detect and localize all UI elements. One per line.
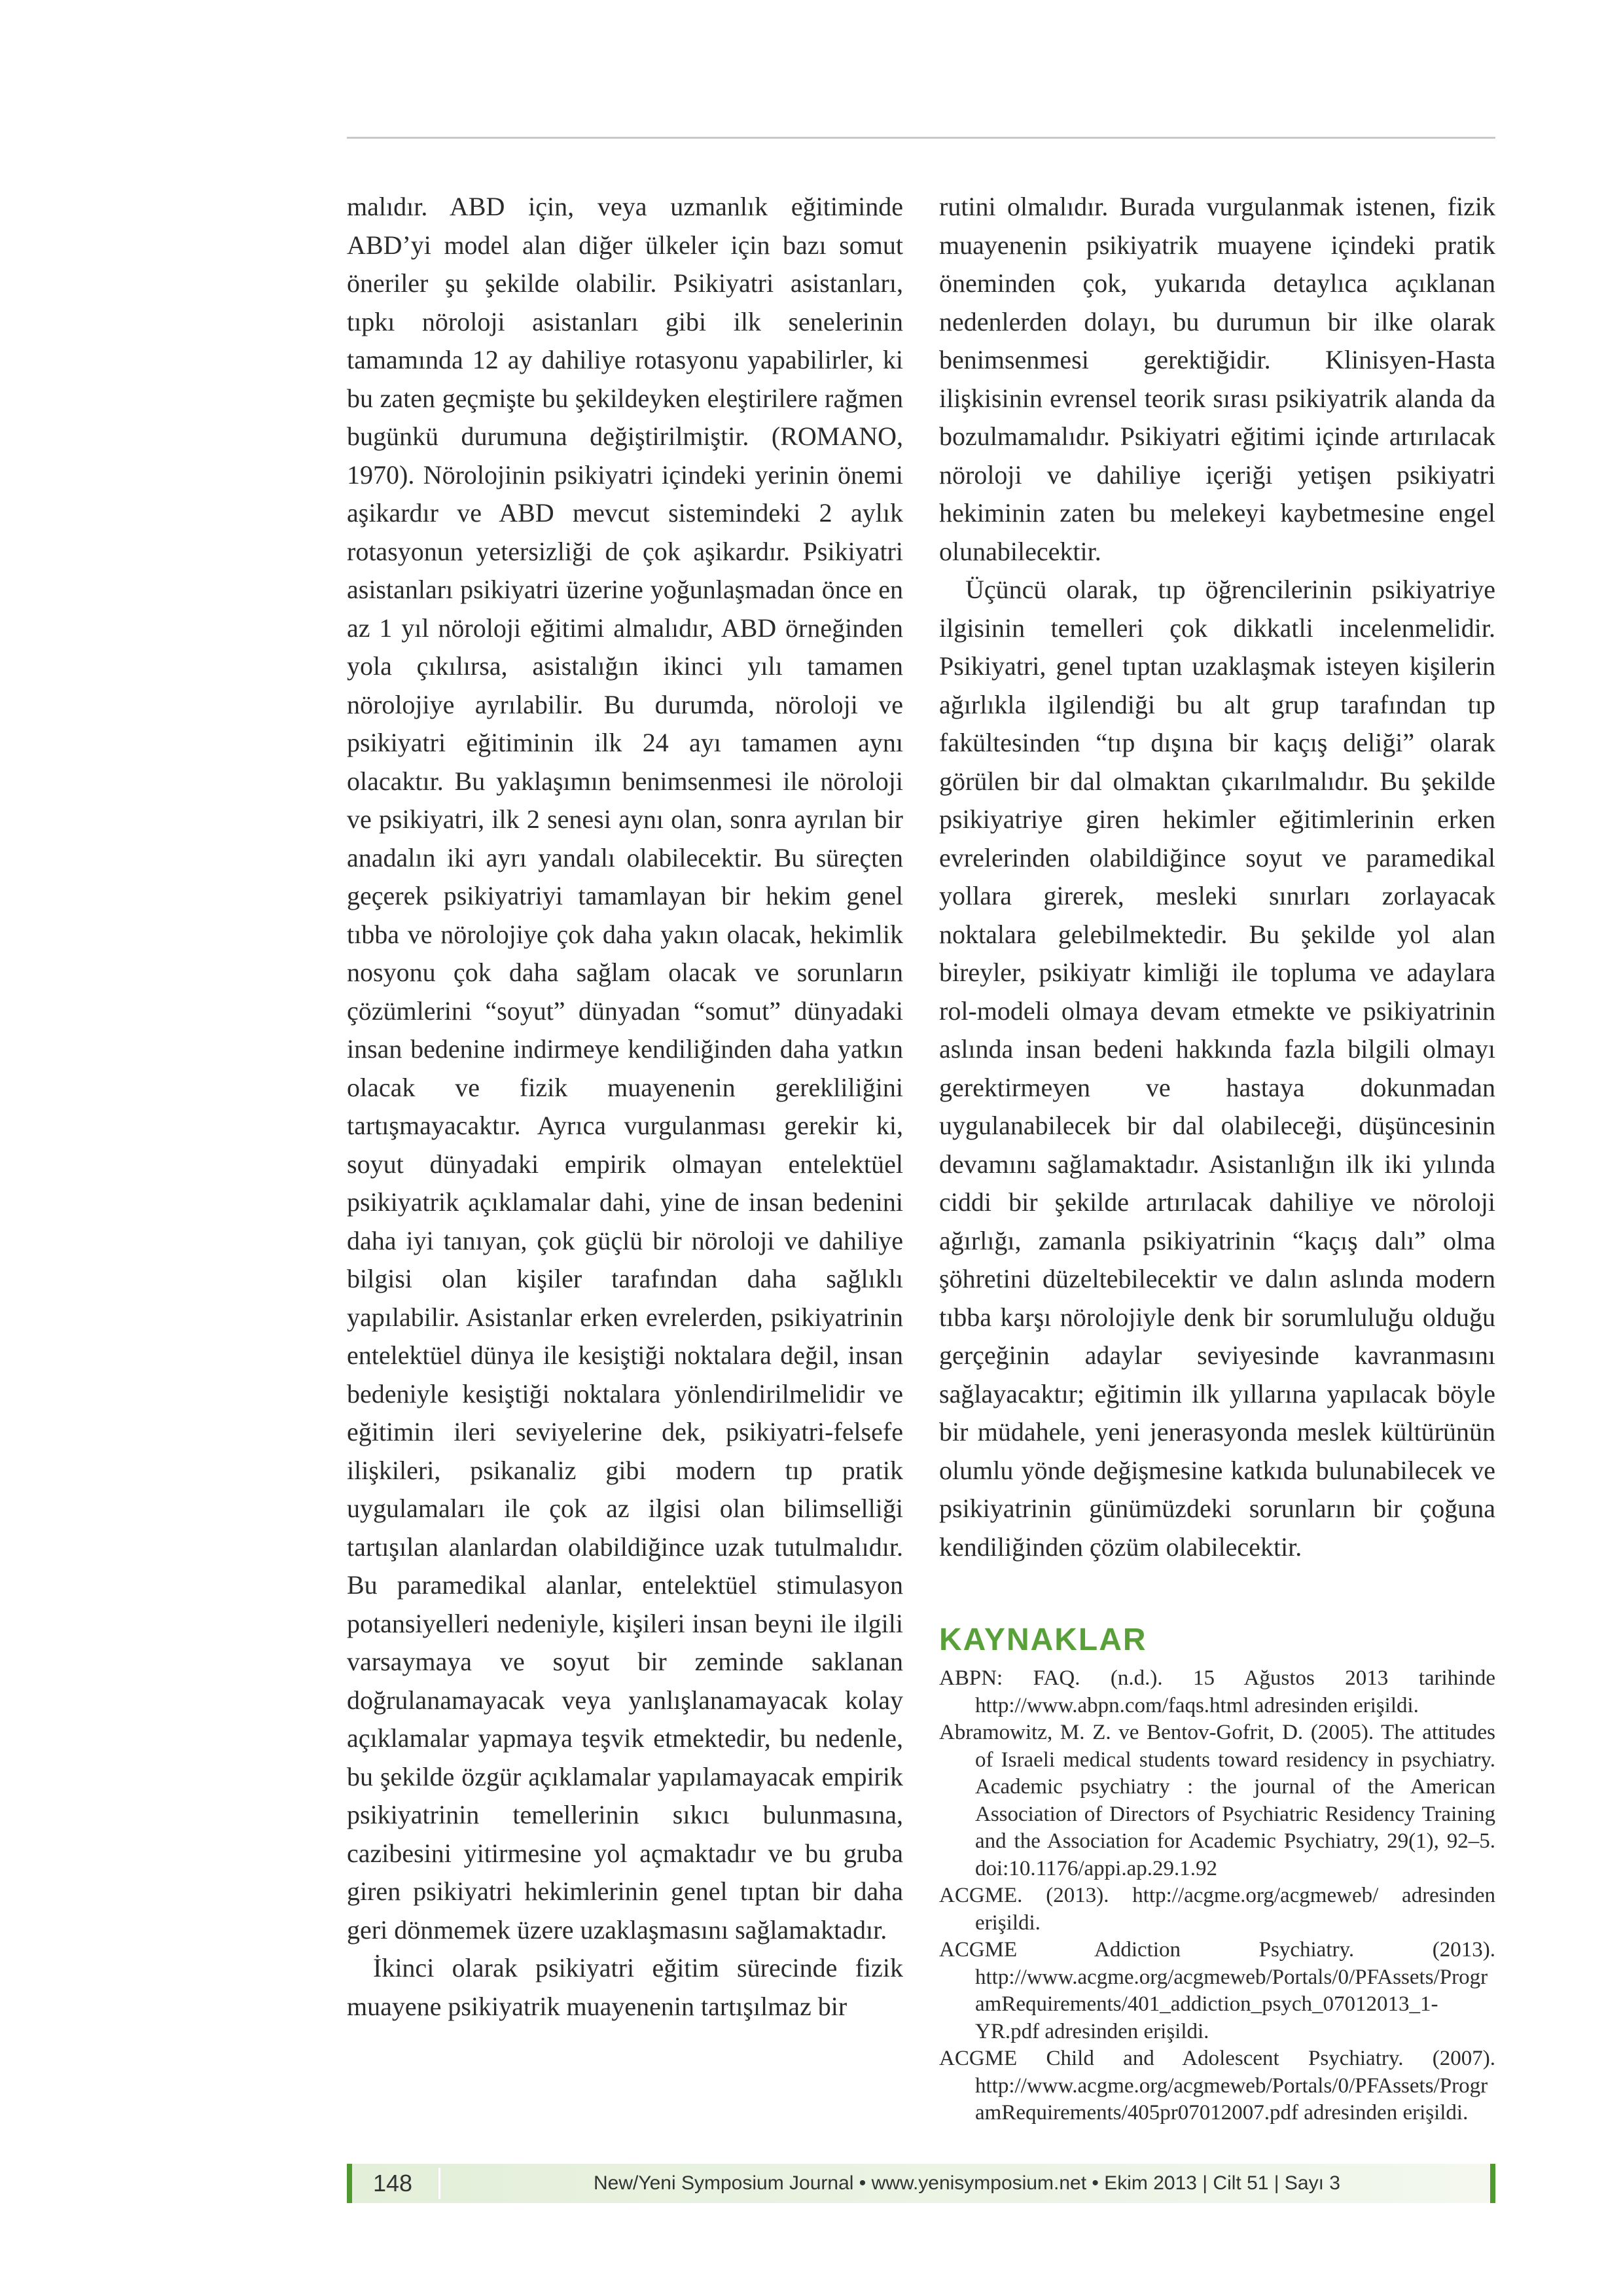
body-paragraph: Üçüncü olarak, tıp öğrencilerinin psikiyatriye ilgisinin temelleri çok dikkatli incelenmelidir. Psikiyatri, genel tıptan uzaklaşmak isteyen kişilerin ağırlıkla ilgilendiği bu alt grup tarafından tıp fakültesinden “tıp dışına bir kaçış deliği” olarak görülen bir dal olmaktan çıkarılmalıdır. Bu şekilde psikiyatriye giren hekimler eğitimlerinin erken evrelerinden olabildiğince soyut ve paramedikal yollara girerek, mesleki sınırları zorlayacak noktalara gelebilmektedir. Bu şekilde yol alan bireyler, psikiyatr kimliği ile topluma ve adaylara rol-modeli olmaya devam etmekte ve psikiyatrinin aslında insan bedeni hakkında fazla bilgili olmayı gerektirmeyen ve hastaya dokunmadan uygulanabilecek bir dal olabileceği, düşüncesinin devamını sağlamaktadır. Asistanlığın ilk iki yılında ciddi bir şekilde artırılacak dahiliye ve nöroloji ağırlığı, zamanla psikiyatrinin “kaçış dalı” olma şöhretini düzeltebilecektir ve dalın aslında modern tıbba karşı nörolojiyle denk bir sorumluluğu olduğu gerçeğinin adaylar seviyesinde kavranmasını sağlayacaktır; eğitimin ilk yıllarına yapılacak böyle bir müdahele, yeni jenerasyonda meslek kültürünün olumlu yönde değişmesine katkıda bulunabilecek ve psikiyatrinin günümüzdeki sorunların bir çoğuna kendiliğinden çözüm olabilecektir. xyxy=(939,575,1495,1562)
reference-item: ABPN: FAQ. (n.d.). 15 Ağustos 2013 tarihinde http://www.abpn.com/faqs.html adresinden erişildi. xyxy=(939,1666,1495,1717)
body-paragraph: İkinci olarak psikiyatri eğitim sürecinde fizik muayene psikiyatrik muayenenin tartışılmaz bir xyxy=(347,1953,903,2021)
page-number: 148 xyxy=(372,2170,413,2197)
body-paragraph: rutini olmalıdır. Burada vurgulanmak istenen, fizik muayenenin psikiyatrik muayene içindeki pratik öneminden çok, yukarıda detaylıca açıklanan nedenlerden dolayı, bu durumun bir ilke olarak benimsenmesi gerektiğidir. Klinisyen-Hasta ilişkisinin evrensel teorik sırası psikiyatrik alanda da bozulmamalıdır. Psikiyatri eğitimi içinde artırılacak nöroloji ve dahiliye içeriği yetişen psikiyatri hekiminin zaten bu melekeyi kaybetmesine engel olunabilecektir. xyxy=(939,192,1495,566)
references-heading: KAYNAKLAR xyxy=(939,1623,1147,1657)
footer-right-edge xyxy=(1490,2164,1495,2203)
references-section xyxy=(939,1622,1495,2127)
reference-item: ACGME Child and Adolescent Psychiatry. (2007). http://www.acgme.org/acgmeweb/Portals/0/PFAssets/ProgramRequirements/405pr07012007.pdf adresinden erişildi. xyxy=(939,2047,1495,2125)
right-column xyxy=(939,188,1495,1566)
page-footer xyxy=(347,2164,1495,2203)
reference-item: ACGME. (2013). http://acgme.org/acgmeweb/ adresinden erişildi. xyxy=(939,1884,1495,1935)
footer-separator xyxy=(438,2168,440,2199)
header-rule xyxy=(347,137,1495,139)
reference-item: Abramowitz, M. Z. ve Bentov-Gofrit, D. (2005). The attitudes of Israeli medical students toward residency in psychiatry. Academic psychiatry : the journal of the American Association of Directors of Psychiatric Residency Training and the Association for Academic Psychiatry, 29(1), 92–5. doi:10.1176/appi.ap.29.1.92 xyxy=(939,1721,1495,1880)
journal-info: New/Yeni Symposium Journal • www.yenisymposium.net • Ekim 2013 | Cilt 51 | Sayı 3 xyxy=(594,2172,1340,2194)
reference-item: ACGME Addiction Psychiatry. (2013). http://www.acgme.org/acgmeweb/Portals/0/PFAssets/ProgramRequirements/401_addiction_psych_07012013_1-YR.pdf adresinden erişildi. xyxy=(939,1938,1495,2043)
footer-left-edge xyxy=(347,2164,352,2203)
body-paragraph: malıdır. ABD için, veya uzmanlık eğitiminde ABD’yi model alan diğer ülkeler için bazı somut öneriler şu şekilde olabilir. Psikiyatri asistanları, tıpkı nöroloji asistanları gibi ilk senelerinin tamamında 12 ay dahiliye rotasyonu yapabilirler, ki bu zaten geçmişte bu şekildeyken eleştirilere rağmen bugünkü durumuna değiştirilmiştir. (ROMANO, 1970). Nörolojinin psikiyatri içindeki yerinin önemi aşikardır ve ABD mevcut sistemindeki 2 aylık rotasyonun yetersizliği de çok aşikardır. Psikiyatri asistanları psikiyatri üzerine yoğunlaşmadan önce en az 1 yıl nöroloji eğitimi almalıdır, ABD örneğinden yola çıkılırsa, asistalığın ikinci yılı tamamen nörolojiye ayrılabilir. Bu durumda, nöroloji ve psikiyatri eğitiminin ilk 24 ayı tamamen aynı olacaktır. Bu yaklaşımın benimsenmesi ile nöroloji ve psikiyatri, ilk 2 senesi aynı olan, sonra ayrılan bir anadalın iki ayrı yandalı olabilecektir. Bu süreçten geçerek psikiyatriyi tamamlayan bir hekim genel tıbba ve nörolojiye çok daha yakın olacak, hekimlik nosyonu çok daha sağlam olacak ve sorunların çözümlerini “soyut” dünyadan “somut” dünyadaki insan bedenine indirmeye kendiliğinden daha yatkın olacak ve fizik muayenenin gerekliliğini tartışmayacaktır. Ayrıca vurgulanması gerekir ki, soyut dünyadaki empirik olmayan entelektüel psikiyatrik açıklamalar dahi, yine de insan bedenini daha iyi tanıyan, çok güçlü bir nöroloji ve dahiliye bilgisi olan kişiler tarafından daha sağlıklı yapılabilir. Asistanlar erken evrelerden, psikiyatrinin entelektüel dünya ile kesiştiği noktalara değil, insan bedeniyle kesiştiği noktalara yönlendirilmelidir ve eğitimin ileri seviyelerine dek, psikiyatri-felsefe ilişkileri, psikanaliz gibi modern tıp pratik uygulamaları ile çok az ilgisi olan bilimselliği tartışılan alanlardan olabildiğince uzak tutulmalıdır. Bu paramedikal alanlar, entelektüel stimulasyon potansiyelleri nedeniyle, kişileri insan beyni ile ilgili varsaymaya ve soyut bir zeminde saklanan doğrulanamayacak veya yanlışlanamayacak kolay açıklamalar yapmaya teşvik etmektedir, bu nedenle, bu şekilde özgür açıklamalar yapılamayacak empirik psikiyatrinin temellerinin sıkıcı bulunmasına, cazibesini yitirmesine yol açmaktadır ve bu gruba giren psikiyatri hekimlerinin genel tıptan bir daha geri dönmemek üzere uzaklaşmasını sağlamaktadır. xyxy=(347,192,903,1945)
left-column xyxy=(347,188,903,2026)
